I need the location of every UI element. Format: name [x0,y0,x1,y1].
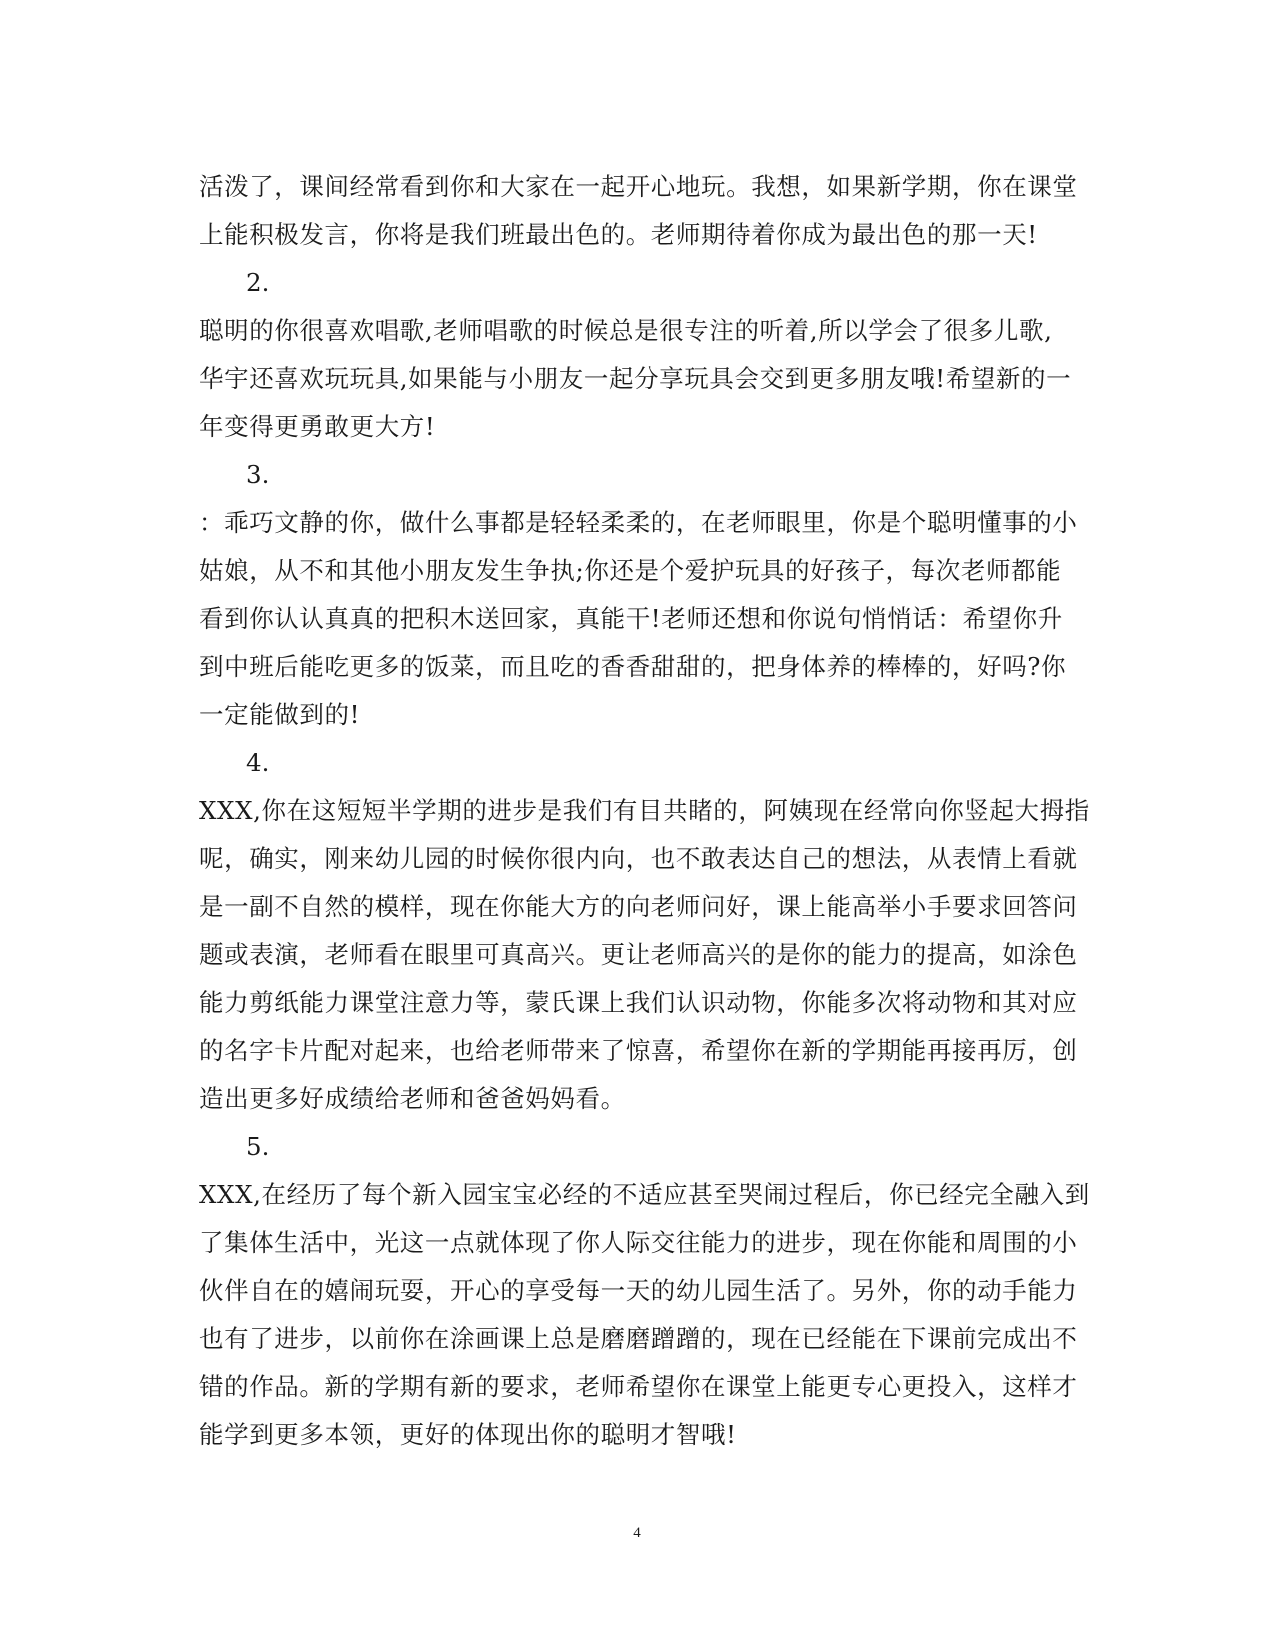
section-number: 5. [246,1132,270,1161]
text-line: 的名字卡片配对起来，也给老师带来了惊喜，希望你在新的学期能再接再厉，创 [199,1036,1078,1065]
text-line: 到中班后能吃更多的饭菜，而且吃的香香甜甜的，把身体养的棒棒的，好吗?你 [199,652,1067,681]
section-number: 3. [246,460,270,489]
text-line: 伙伴自在的嬉闹玩耍，开心的享受每一天的幼儿园生活了。另外，你的动手能力 [199,1276,1078,1305]
text-line: 是一副不自然的模样，现在你能大方的向老师问好，课上能高举小手要求回答问 [199,892,1078,921]
text-line: 造出更多好成绩给老师和爸爸妈妈看。 [199,1084,626,1113]
text-line: 错的作品。新的学期有新的要求，老师希望你在课堂上能更专心更投入，这样才 [199,1372,1078,1401]
text-line: 年变得更勇敢更大方! [199,412,436,441]
text-line: ：乖巧文静的你，做什么事都是轻轻柔柔的，在老师眼里，你是个聪明懂事的小 [199,508,1078,537]
text-line: 也有了进步，以前你在涂画课上总是磨磨蹭蹭的，现在已经能在下课前完成出不 [199,1324,1078,1353]
page-number: 4 [633,1525,641,1541]
text-line: 一定能做到的! [199,700,361,729]
text-line: 姑娘，从不和其他小朋友发生争执;你还是个爱护玩具的好孩子，每次老师都能 [199,556,1062,585]
text-line: 了集体生活中，光这一点就体现了你人际交往能力的进步，现在你能和周围的小 [199,1228,1078,1257]
document-body [199,163,1090,1459]
text-line: 呢，确实，刚来幼儿园的时候你很内向，也不敢表达自己的想法，从表情上看就 [199,844,1078,873]
text-line: 能学到更多本领，更好的体现出你的聪明才智哦! [199,1420,737,1449]
text-line: 聪明的你很喜欢唱歌,老师唱歌的时候总是很专注的听着,所以学会了很多儿歌, [199,316,1053,345]
text-line: 能力剪纸能力课堂注意力等，蒙氏课上我们认识动物，你能多次将动物和其对应 [199,988,1078,1017]
text-line: 看到你认认真真的把积木送回家，真能干!老师还想和你说句悄悄话：希望你升 [199,604,1063,633]
section-number: 2. [246,268,270,297]
text-line: 题或表演，老师看在眼里可真高兴。更让老师高兴的是你的能力的提高，如涂色 [199,940,1078,969]
text-line: 活泼了，课间经常看到你和大家在一起开心地玩。我想，如果新学期，你在课堂 [199,172,1078,201]
text-line: XXX,你在这短短半学期的进步是我们有目共睹的，阿姨现在经常向你竖起大拇指 [199,796,1090,825]
section-number: 4. [246,748,270,777]
text-line: 上能积极发言，你将是我们班最出色的。老师期待着你成为最出色的那一天! [199,220,1038,249]
text-line: XXX,在经历了每个新入园宝宝必经的不适应甚至哭闹过程后，你已经完全融入到 [199,1180,1090,1209]
text-line: 华宇还喜欢玩玩具,如果能与小朋友一起分享玩具会交到更多朋友哦!希望新的一 [199,364,1072,393]
